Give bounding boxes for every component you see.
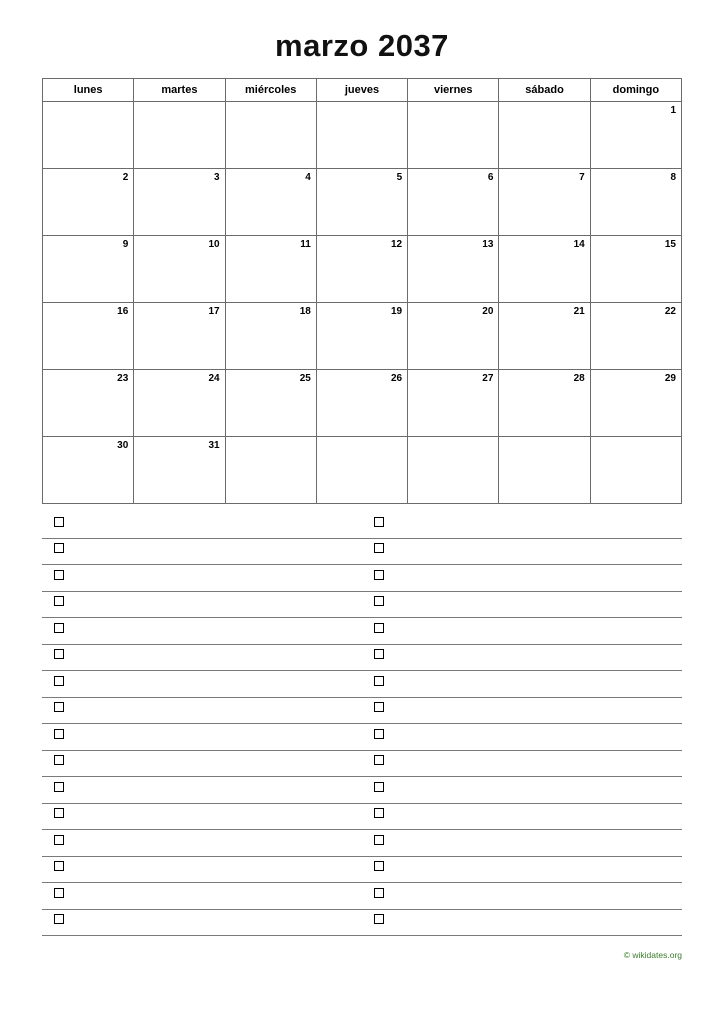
checkbox-empty-icon[interactable] — [374, 649, 384, 659]
note-line-cell[interactable] — [42, 539, 362, 565]
day-cell[interactable]: 13 — [408, 236, 499, 303]
day-cell[interactable]: 12 — [316, 236, 407, 303]
note-line-cell[interactable] — [362, 883, 682, 909]
note-line-cell[interactable] — [362, 618, 682, 644]
checkbox-empty-icon[interactable] — [54, 861, 64, 871]
day-cell[interactable]: 17 — [134, 303, 225, 370]
checkbox-empty-icon[interactable] — [374, 835, 384, 845]
weekday-header-tuesday: martes — [134, 79, 225, 102]
note-line-row — [42, 777, 682, 804]
day-cell[interactable] — [43, 102, 134, 169]
note-line-row — [42, 565, 682, 592]
note-line-cell[interactable] — [362, 539, 682, 565]
page-title: marzo 2037 — [275, 28, 449, 63]
calendar-week-row — [43, 102, 682, 169]
day-cell[interactable]: 8 — [590, 169, 681, 236]
note-line-cell[interactable] — [42, 618, 362, 644]
day-cell[interactable]: 28 — [499, 370, 590, 437]
note-line-row — [42, 857, 682, 884]
calendar-week-row — [43, 236, 682, 303]
note-line-cell[interactable] — [362, 645, 682, 671]
checkbox-empty-icon[interactable] — [54, 596, 64, 606]
note-line-row — [42, 724, 682, 751]
day-cell[interactable] — [316, 102, 407, 169]
note-line-cell[interactable] — [42, 777, 362, 803]
note-line-cell[interactable] — [362, 777, 682, 803]
day-cell[interactable]: 25 — [225, 370, 316, 437]
day-cell[interactable]: 5 — [316, 169, 407, 236]
note-line-cell[interactable] — [42, 565, 362, 591]
note-line-cell[interactable] — [42, 830, 362, 856]
day-cell[interactable]: 30 — [43, 437, 134, 504]
note-line-cell[interactable] — [362, 751, 682, 777]
day-cell[interactable] — [225, 437, 316, 504]
day-cell[interactable] — [316, 437, 407, 504]
note-line-cell[interactable] — [362, 910, 682, 936]
day-cell[interactable]: 26 — [316, 370, 407, 437]
checkbox-empty-icon[interactable] — [54, 782, 64, 792]
day-cell[interactable]: 2 — [43, 169, 134, 236]
weekday-header-sunday: domingo — [590, 79, 681, 102]
calendar-header-row — [43, 79, 682, 102]
checkbox-empty-icon[interactable] — [374, 729, 384, 739]
note-line-cell[interactable] — [362, 857, 682, 883]
note-line-row — [42, 671, 682, 698]
weekday-header-friday: viernes — [408, 79, 499, 102]
day-cell[interactable] — [225, 102, 316, 169]
weekday-header-wednesday: miércoles — [225, 79, 316, 102]
note-line-row — [42, 592, 682, 619]
day-cell[interactable]: 7 — [499, 169, 590, 236]
day-cell[interactable]: 20 — [408, 303, 499, 370]
calendar-week-row — [43, 437, 682, 504]
day-cell[interactable]: 16 — [43, 303, 134, 370]
note-line-row — [42, 698, 682, 725]
weekday-header-row — [43, 79, 682, 102]
note-line-cell[interactable] — [42, 698, 362, 724]
day-cell[interactable]: 31 — [134, 437, 225, 504]
checkbox-empty-icon[interactable] — [374, 543, 384, 553]
calendar-week-row — [43, 370, 682, 437]
note-line-cell[interactable] — [42, 512, 362, 538]
note-line-row — [42, 512, 682, 539]
note-line-cell[interactable] — [362, 698, 682, 724]
note-line-row — [42, 539, 682, 566]
calendar-body — [43, 102, 682, 504]
note-line-cell[interactable] — [362, 512, 682, 538]
weekday-header-saturday: sábado — [499, 79, 590, 102]
day-cell[interactable] — [408, 437, 499, 504]
note-line-cell[interactable] — [42, 910, 362, 936]
checkbox-empty-icon[interactable] — [374, 676, 384, 686]
calendar-container — [42, 78, 682, 504]
day-cell[interactable] — [499, 437, 590, 504]
day-cell[interactable]: 9 — [43, 236, 134, 303]
checkbox-empty-icon[interactable] — [374, 782, 384, 792]
day-cell[interactable]: 10 — [134, 236, 225, 303]
weekday-header-monday: lunes — [43, 79, 134, 102]
note-line-row — [42, 618, 682, 645]
note-line-cell[interactable] — [42, 751, 362, 777]
checkbox-empty-icon[interactable] — [54, 649, 64, 659]
checkbox-empty-icon[interactable] — [374, 755, 384, 765]
note-line-row — [42, 830, 682, 857]
note-line-row — [42, 910, 682, 937]
notes-checklist — [42, 512, 682, 936]
day-cell[interactable]: 22 — [590, 303, 681, 370]
day-cell[interactable]: 4 — [225, 169, 316, 236]
checkbox-empty-icon[interactable] — [54, 702, 64, 712]
calendar-week-row — [43, 169, 682, 236]
note-line-row — [42, 883, 682, 910]
day-cell[interactable]: 21 — [499, 303, 590, 370]
checkbox-empty-icon[interactable] — [54, 517, 64, 527]
checkbox-empty-icon[interactable] — [54, 623, 64, 633]
day-cell[interactable]: 11 — [225, 236, 316, 303]
day-cell[interactable] — [408, 102, 499, 169]
checkbox-empty-icon[interactable] — [374, 861, 384, 871]
day-cell[interactable]: 15 — [590, 236, 681, 303]
note-line-cell[interactable] — [42, 671, 362, 697]
month-calendar-table — [42, 78, 682, 504]
day-cell[interactable]: 29 — [590, 370, 681, 437]
checkbox-empty-icon[interactable] — [374, 596, 384, 606]
checkbox-empty-icon[interactable] — [54, 676, 64, 686]
checkbox-empty-icon[interactable] — [374, 914, 384, 924]
calendar-week-row — [43, 303, 682, 370]
day-cell[interactable] — [590, 437, 681, 504]
note-line-cell[interactable] — [42, 857, 362, 883]
checkbox-empty-icon[interactable] — [54, 888, 64, 898]
note-line-cell[interactable] — [362, 804, 682, 830]
checkbox-empty-icon[interactable] — [54, 543, 64, 553]
weekday-header-thursday: jueves — [316, 79, 407, 102]
checkbox-empty-icon[interactable] — [374, 517, 384, 527]
day-cell[interactable]: 14 — [499, 236, 590, 303]
note-line-cell[interactable] — [42, 724, 362, 750]
note-line-cell[interactable] — [42, 883, 362, 909]
checkbox-empty-icon[interactable] — [54, 729, 64, 739]
note-line-row — [42, 645, 682, 672]
checkbox-empty-icon[interactable] — [374, 702, 384, 712]
checkbox-empty-icon[interactable] — [54, 755, 64, 765]
checkbox-empty-icon[interactable] — [374, 888, 384, 898]
note-line-cell[interactable] — [42, 645, 362, 671]
note-line-row — [42, 751, 682, 778]
note-line-cell[interactable] — [362, 671, 682, 697]
note-line-row — [42, 804, 682, 831]
note-line-cell[interactable] — [362, 724, 682, 750]
note-line-cell[interactable] — [362, 830, 682, 856]
day-cell[interactable] — [134, 102, 225, 169]
day-cell[interactable]: 3 — [134, 169, 225, 236]
note-line-cell[interactable] — [362, 565, 682, 591]
checkbox-empty-icon[interactable] — [54, 808, 64, 818]
checkbox-empty-icon[interactable] — [374, 808, 384, 818]
note-line-cell[interactable] — [42, 592, 362, 618]
checkbox-empty-icon[interactable] — [374, 570, 384, 580]
checkbox-empty-icon[interactable] — [54, 835, 64, 845]
day-cell[interactable]: 6 — [408, 169, 499, 236]
day-cell[interactable]: 1 — [590, 102, 681, 169]
checkbox-empty-icon[interactable] — [374, 623, 384, 633]
day-cell[interactable] — [499, 102, 590, 169]
checkbox-empty-icon[interactable] — [54, 570, 64, 580]
day-cell[interactable]: 24 — [134, 370, 225, 437]
site-credit: © wikidates.org — [623, 950, 682, 960]
checkbox-empty-icon[interactable] — [54, 914, 64, 924]
note-line-cell[interactable] — [362, 592, 682, 618]
note-line-cell[interactable] — [42, 804, 362, 830]
day-cell[interactable]: 19 — [316, 303, 407, 370]
day-cell[interactable]: 18 — [225, 303, 316, 370]
day-cell[interactable]: 23 — [43, 370, 134, 437]
day-cell[interactable]: 27 — [408, 370, 499, 437]
